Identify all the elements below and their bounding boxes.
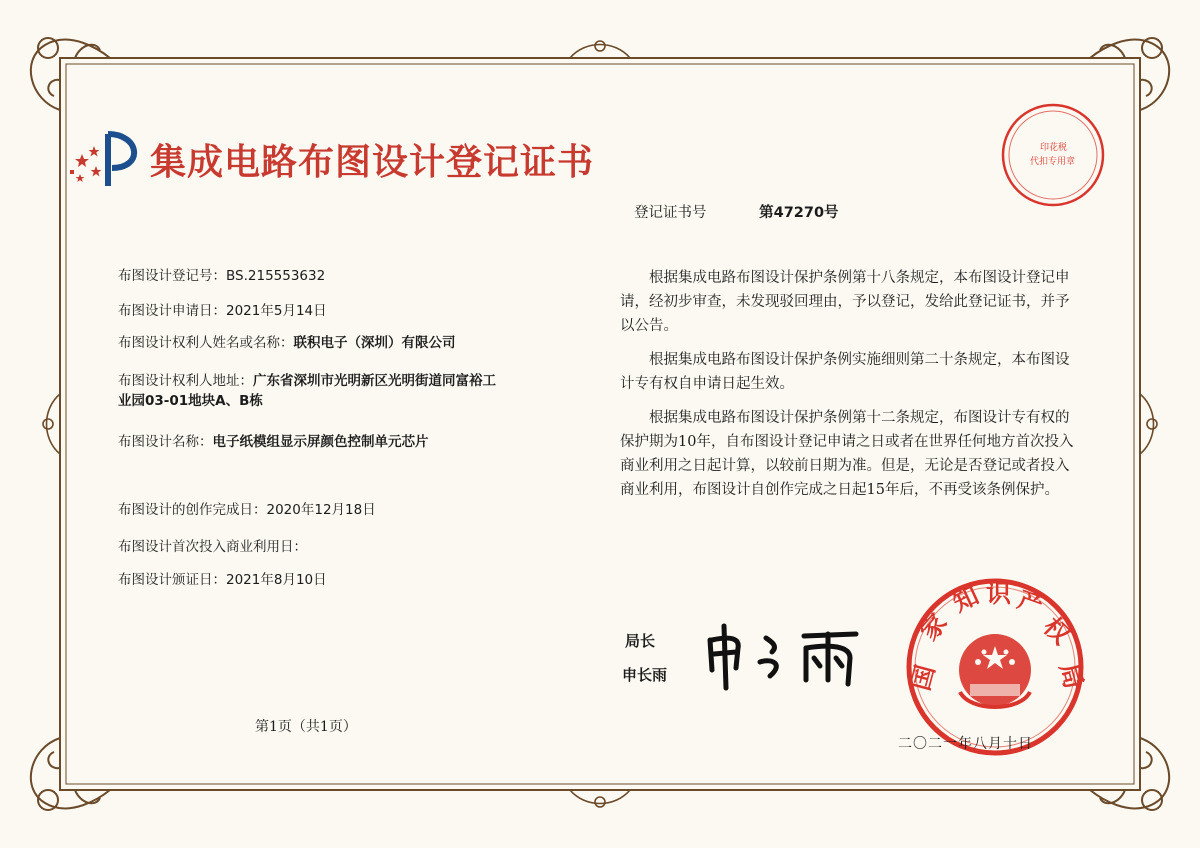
corner-ornament-bottom-left — [31, 738, 110, 810]
certificate-number-label: 登记证书号 — [634, 205, 707, 221]
field-value: BS.215553632 — [226, 268, 326, 284]
handwritten-signature — [700, 618, 870, 692]
svg-text:国: 国 — [905, 661, 941, 694]
field-label: 布图设计申请日： — [118, 303, 226, 319]
stamp-duty-seal — [998, 100, 1108, 210]
field-value: 联积电子（深圳）有限公司 — [293, 335, 456, 351]
corner-ornament-bottom-right — [1090, 738, 1169, 810]
certificate-number-value: 第47270号 — [759, 205, 839, 221]
field-first-commercial-use-date — [118, 537, 498, 557]
issue-date: 二〇二一年八月十日 — [898, 736, 1033, 752]
signatory-title: 局长 — [625, 632, 656, 650]
field-value: 2021年5月14日 — [226, 303, 327, 319]
page-number: 第1页（共1页） — [255, 719, 357, 735]
svg-text:知: 知 — [948, 580, 984, 618]
edge-ornament-right — [1140, 394, 1157, 454]
signatory-name: 申长雨 — [622, 666, 668, 684]
field-value: 2021年8月10日 — [226, 572, 327, 588]
edge-ornament-left — [43, 394, 60, 454]
field-owner-address — [118, 371, 498, 411]
field-registration-no — [118, 266, 498, 286]
edge-ornament-top — [570, 41, 630, 58]
legal-text — [620, 266, 1076, 512]
svg-text:家: 家 — [914, 608, 953, 646]
stamp-line-1: 印花税 — [1040, 143, 1068, 153]
svg-text:识: 识 — [986, 579, 1012, 608]
field-design-name — [118, 432, 498, 452]
field-value: 电子纸模组显示屏颜色控制单元芯片 — [212, 434, 429, 450]
legal-paragraph-3: 根据集成电路布图设计保护条例第十二条规定，布图设计专有权的保护期为10年，自布图设计登记申请之日或者在世界任何地方首次投入商业利用之日起计算，以较前日期为准。但是，无论是否登记或者投入商业利用，布图设计自创作完成之日起15年后，不再受该条例保护。 — [620, 410, 1074, 498]
field-value: 2020年12月18日 — [266, 502, 376, 518]
field-label: 布图设计权利人地址： — [118, 373, 253, 389]
svg-text:局: 局 — [1054, 660, 1089, 692]
field-label: 布图设计颁证日： — [118, 572, 226, 588]
field-owner-name — [118, 333, 498, 353]
field-issue-date — [118, 570, 498, 590]
corner-ornament-top-left — [31, 38, 110, 110]
certificate-number — [634, 201, 839, 222]
ic-logo-icon — [68, 128, 146, 190]
legal-paragraph-1: 根据集成电路布图设计保护条例第十八条规定，本布图设计登记申请，经初步审查，未发现驳回理由，予以登记，发给此登记证书，并予以公告。 — [620, 270, 1070, 334]
national-emblem-icon — [959, 634, 1031, 707]
field-label: 布图设计首次投入商业利用日： — [118, 539, 307, 555]
legal-paragraph-2: 根据集成电路布图设计保护条例实施细则第二十条规定，本布图设计专有权自申请日起生效。 — [620, 352, 1070, 392]
field-application-date — [118, 301, 498, 321]
svg-text:权: 权 — [1037, 611, 1076, 650]
field-value: 广东省深圳市光明新区光明街道同富裕工业园03-01地块A、B栋 — [118, 373, 496, 409]
field-label: 布图设计权利人姓名或名称： — [118, 335, 294, 351]
edge-ornament-bottom — [570, 790, 630, 807]
stamp-line-2: 代扣专用章 — [1030, 157, 1076, 167]
field-creation-date — [118, 500, 498, 520]
field-label: 布图设计的创作完成日： — [118, 502, 267, 518]
svg-text:产: 产 — [1013, 584, 1048, 621]
field-label: 布图设计登记号： — [118, 268, 226, 284]
field-label: 布图设计名称： — [118, 434, 213, 450]
certificate-title: 集成电路布图设计登记证书 — [150, 141, 595, 183]
